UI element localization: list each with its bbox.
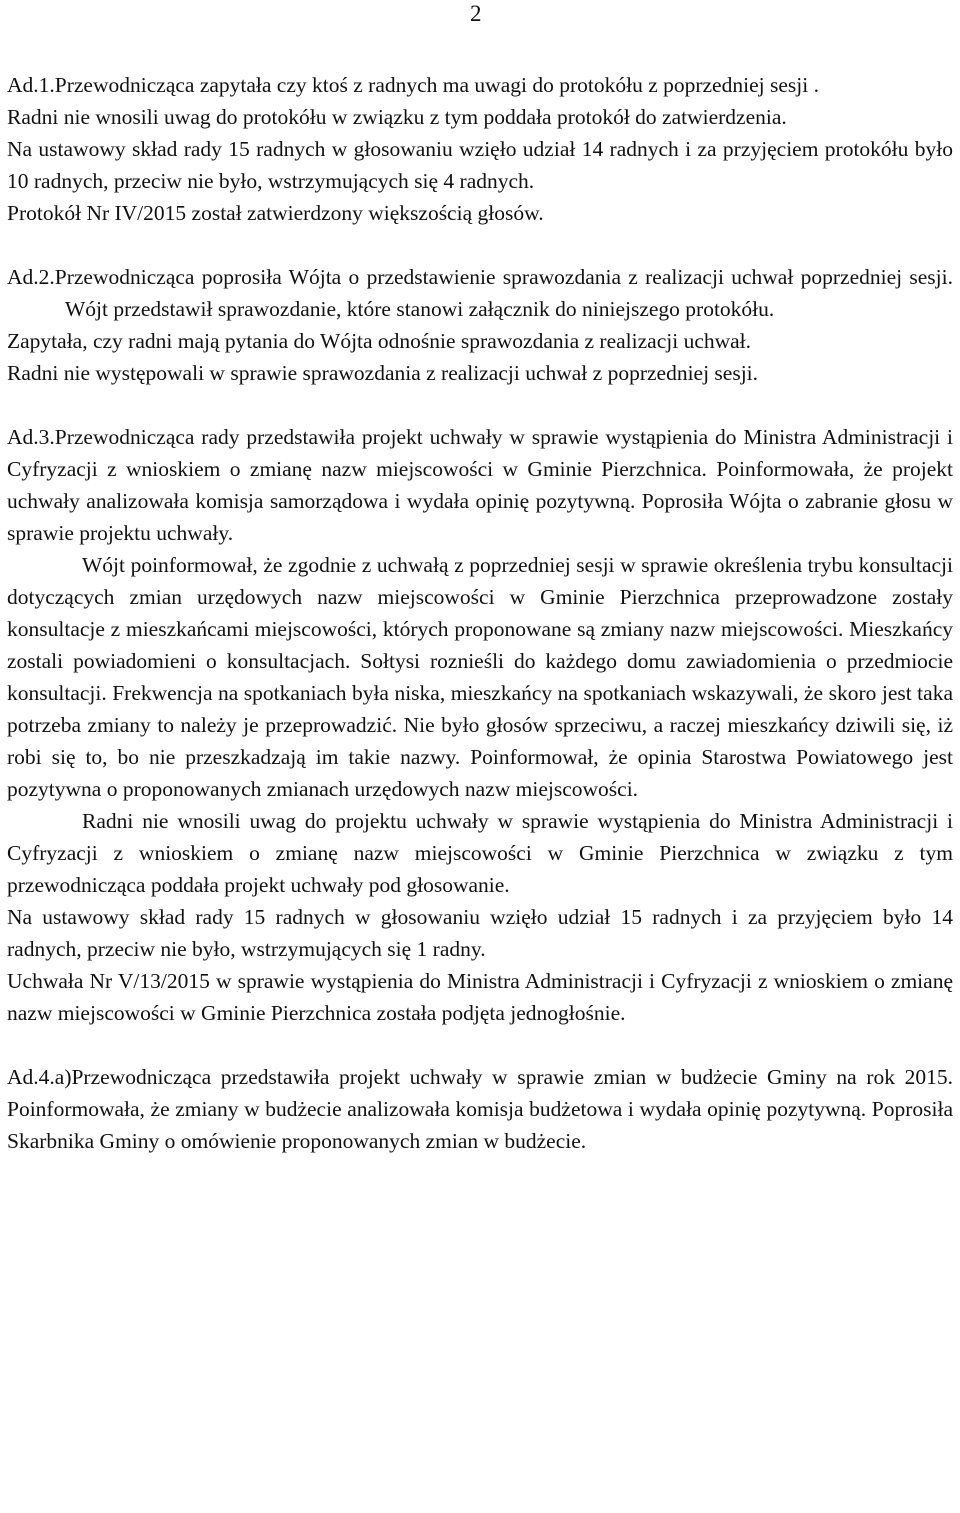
ad3-presentation-text: Ad.3.Przewodnicząca rady przedstawiła projekt uchwały w sprawie wystąpienia do Ministra Administracji i Cyfryzacji z wnioskiem o zmianę nazw miejscowości w Gminie Pierzchnica. [7,425,953,481]
ad2-request-text: Ad.2.Przewodnicząca poprosiła Wójta o przedstawienie sprawozdania z realizacji uchwał poprzedniej sesji. [7,265,953,289]
ad3-no-remarks: Radni nie wnosili uwag do projektu uchwały w sprawie wystąpienia do Ministra Administracji i Cyfryzacji z wnioskiem o zmianę nazw miejscowości w Gminie Pierzchnica w związku z tym przewodnicząca poddała projekt uchwały pod głosowanie. [7,809,953,897]
ad3-presentation [7,421,953,549]
ad3-wojt-report: Wójt poinformował, że zgodnie z uchwałą z poprzedniej sesji w sprawie określenia trybu konsultacji dotyczących zmian urzędowych nazw miejscowości w Gminie Pierzchnica przeprowadzone zostały konsultacje z mieszkańcami miejscowości, których proponowane są zmiany nazw miejscowości. Mieszkańcy zostali powiadomieni o konsultacjach. Sołtysi roznieśli do każdego domu zawiadomienia o przedmiocie konsultacji. Frekwencja na spotkaniach była niska, mieszkańcy na spotkaniach wskazywali, że skoro jest taka potrzeba zmiany to należy je przeprowadzić. Nie było głosów sprzeciwu, a raczej mieszkańcy dziwili się, iż robi się to, bo nie przeszkadzają im takie nazwy. Poinformował, że opinia Starostwa Powiatowego jest pozytywna o proponowanych zmianach urzędowych nazw miejscowości. [7,553,953,801]
spacer [7,1029,953,1061]
ad4-presentation-text: Ad.4.a)Przewodnicząca przedstawiła projekt uchwały w sprawie zmian w budżecie Gminy na rok 2015. [7,1065,953,1089]
document-body [7,69,953,1157]
page-number: 2 [470,1,482,26]
ad3-commission-text: Poinformowała, że projekt uchwały analizowała komisja samorządowa i wydała opinię pozytywną. Poprosiła Wójta o zabranie głosu w sprawie projektu uchwały. [7,457,953,545]
ad1-approved: Protokół Nr IV/2015 został zatwierdzony większością głosów. [7,201,544,225]
ad3-resolution: Uchwała Nr V/13/2015 w sprawie wystąpienia do Ministra Administracji i Cyfryzacji z wnioskiem o zmianę nazw miejscowości w Gminie Pierzchnica została podjęta jednogłośnie. [7,969,953,1025]
ad1-vote: Na ustawowy skład rady 15 radnych w głosowaniu wzięło udział 14 radnych i za przyjęciem protokółu było 10 radnych, przeciw nie było, wstrzymujących się 4 radnych. [7,137,953,193]
ad2-request [7,261,953,325]
ad3-vote: Na ustawowy skład rady 15 radnych w głosowaniu wzięło udział 15 radnych i za przyjęciem było 14 radnych, przeciw nie było, wstrzymujących się 1 radny. [7,905,953,961]
ad2-no-speakers: Radni nie występowali w sprawie sprawozdania z realizacji uchwał z poprzedniej sesji. [7,361,759,385]
ad4-presentation [7,1061,953,1157]
ad4-commission-text: Poinformowała, że zmiany w budżecie analizowała komisja budżetowa i wydała opinię pozytywną. Poprosiła Skarbnika Gminy o omówienie proponowanych zmian w budżecie. [7,1097,953,1153]
ad1-no-remarks: Radni nie wnosili uwag do protokółu w związku z tym poddała protokół do zatwierdzenia. [7,105,787,129]
spacer [7,229,953,261]
ad2-report-text: Wójt przedstawił sprawozdanie, które stanowi załącznik do niniejszego protokółu. [65,297,775,321]
spacer [7,389,953,421]
ad2-question: Zapytała, czy radni mają pytania do Wójta odnośnie sprawozdania z realizacji uchwał. [7,329,752,353]
ad1-question: Ad.1.Przewodnicząca zapytała czy ktoś z radnych ma uwagi do protokółu z poprzedniej sesji . [7,73,819,97]
